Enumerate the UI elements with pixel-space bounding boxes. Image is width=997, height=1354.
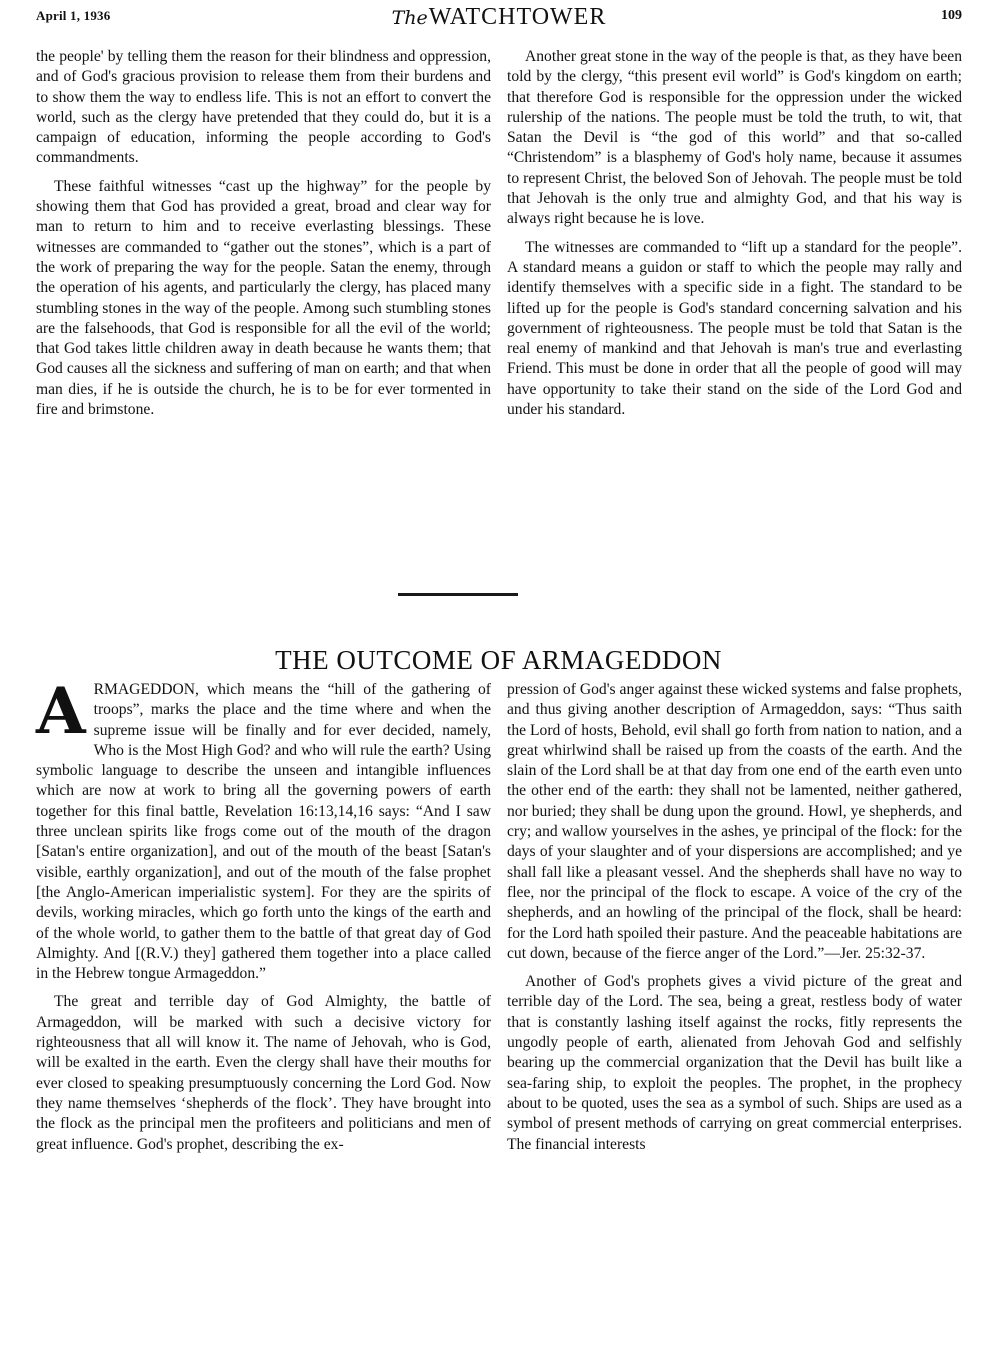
page-number: 109	[941, 8, 962, 23]
masthead-title: WATCHTOWER	[428, 4, 607, 30]
article-left-column	[36, 674, 491, 1163]
paragraph: pression of God's anger against these wicked systems and false prophets, and thus giving another description of Armageddon, says: “Thus saith the Lord of hosts, Behold, evil shall go forth from nation to nation, and a great whirlwind shall be raised up from the coasts of the earth. And the slain of the Lord shall be at that day from one end of the earth even unto the other end of the earth: they shall not be lamented, neither gathered, nor buried; they shall be dung upon the ground. Howl, ye shepherds, and cry; and wallow yourselves in the ashes, ye principal of the flock: for the days of your slaughter and of your dispersions are accomplished; and ye shall fall like a pleasant vessel. And the shepherds shall have no way to flee, nor the principal of the flock to escape. A voice of the cry of the shepherds, and an howling of the principal of the flock, shall be heard: for the Lord hath spoiled their pasture. And the peaceable habitations are cut down, because of the fierce anger of the Lord.”—Jer. 25:32-37.	[507, 681, 962, 962]
masthead	[36, 4, 962, 31]
top-left-column	[36, 47, 491, 428]
masthead-prefix: The	[391, 7, 428, 29]
lead-caps: RMAGEDDON	[93, 681, 196, 698]
paragraph: The witnesses are commanded to “lift up a standard for the people”. A standard means a guidon or staff to which the people may rally and identify themselves with a specific side in a fight. The standard to be lifted up for the people is God's standard concerning salvation and his government of righteousness. The people must be told that Satan is the real enemy of mankind and that Jehovah is man's true and everlasting Friend. This must be done in order that all the people of good will may have opportunity to take their stand on the side of the Lord God and under his standard.	[507, 238, 962, 419]
paragraph: These faithful witnesses “cast up the highway” for the people by showing them that God has provided a great, broad and clear way for man to return to him and to receive everlasting blessings. These witnesses are commanded to “gather out the stones”, which is a part of the work of preparing the way for the people. Satan the enemy, through the operation of his agents, and particularly the clergy, has placed many stumbling stones in the way of the people. Among such stumbling stones are the falsehoods, that God is responsible for all the evil of the world; that God takes little children away in death because he wants them; that God causes all the sickness and suffering of man on earth; and that when man dies, if he is outside the church, he is to be for ever tormented in fire and brimstone.	[36, 177, 491, 419]
paragraph: Another of God's prophets gives a vivid picture of the great and terrible day of the Lord. The sea, being a great, restless body of water that is constantly lashing itself against the rocks, fitly represents the ungodly people of earth, alienated from Jehovah God and selfishly bearing up the commercial organization that the Devil has built like a sea-faring ship, to exploit the peoples. The prophet, in the prophecy about to be quoted, uses the sea as a symbol of such. Ships are used as a symbol of present methods of carrying on great commercial enterprises. The financial interests	[507, 973, 962, 1153]
paragraph: Another great stone in the way of the people is that, as they have been told by the clergy, “this present evil world” is God's kingdom on earth; that therefore God is responsible for the oppression under the wicked rulership of the nations. The people must be told the truth, to wit, that Satan the Devil is “the god of this world” and that so-called “Christendom” is a blasphemy of God's holy name, because it assumes to represent Christ, the beloved Son of Jehovah. The people must be told that Jehovah is the only true and almighty God, and that his way is always right because he is love.	[507, 48, 962, 228]
lead-paragraph	[36, 674, 491, 984]
article-right-column	[507, 680, 962, 1163]
issue-date: April 1, 1936	[36, 8, 111, 23]
paragraph: The great and terrible day of God Almighty, the battle of Armageddon, will be marked with such a decisive victory for righteousness that all will know it. The name of Jehovah, who is God, will be exalted in the earth. Even the clergy shall have their mouths for ever closed to speaking presumptuously concerning the Lord God. Now they name themselves ‘shepherds of the flock’. They have brought into the flock as the principal men the profiteers and politicians and men of great influence. God's prophet, describing the ex-	[36, 993, 491, 1153]
paragraph: the people' by telling them the reason for their blindness and oppression, and of God's gracious provision to release them from their burdens and to show them the way to endless life. This is not an effort to convert the world, such as the clergy have pretended that they could do, but it is a campaign of education, informing the people according to God's commandments.	[36, 48, 491, 167]
lead-text: , which means the “hill of the gathering of troops”, marks the place and the time where and when the supreme issue will be finally and for ever decided, namely, Who is the Most High God? and who will rule the earth? Using symbolic language to describe the unseen and intangible influences which are now at work to bring all the governing powers of earth together for this final battle, Revelation 16:13,14,16 says: “And I saw three unclean spirits like frogs come out of the mouth of the dragon [Satan's entire organization], and out of the mouth of the beast [Satan's visible, earthly organization], and out of the mouth of the false prophet [the Anglo-American imperialistic system]. For they are the spirits of devils, working miracles, which go forth unto the kings of the earth and of the whole world, to gather them to the battle of that great day of God Almighty. And [(R.V.) they] gathered them together into a place called in the Hebrew tongue Armageddon.”	[36, 681, 491, 983]
section-divider	[398, 593, 518, 596]
page-header	[36, 2, 962, 32]
drop-cap: A	[36, 674, 86, 749]
article-title: THE OUTCOME OF ARMAGEDDON	[275, 645, 722, 676]
top-right-column	[507, 47, 962, 428]
